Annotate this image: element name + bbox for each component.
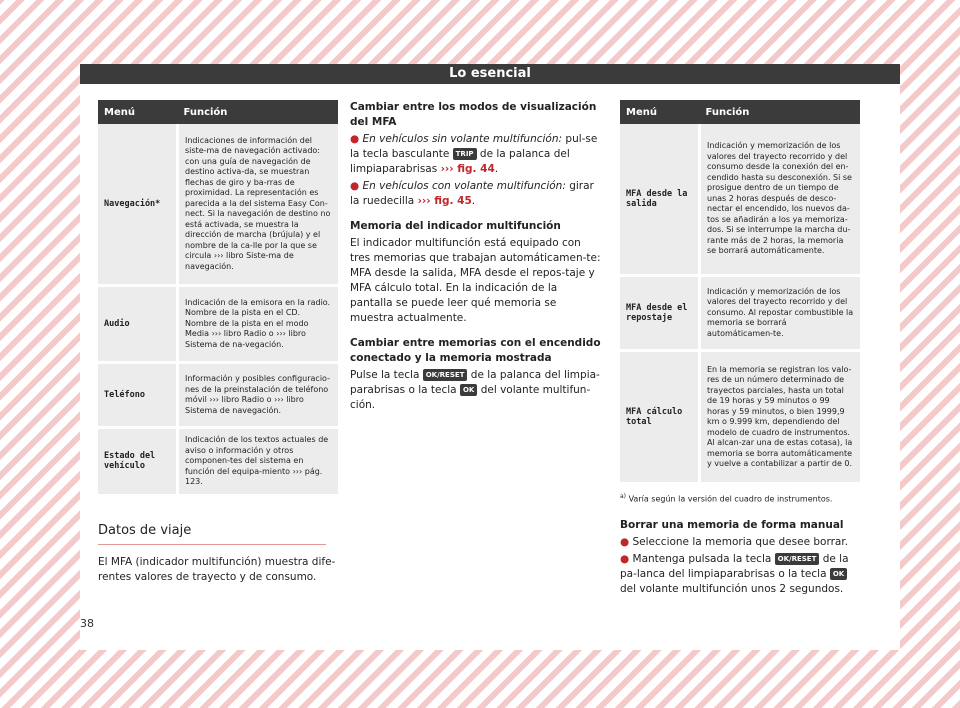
table-row (98, 286, 338, 363)
bullet-select-memory: ● Seleccione la memoria que desee borrar. (620, 535, 849, 548)
ok-reset-key-icon: OK/RESET (423, 369, 468, 381)
bullet-icon: ● (350, 180, 360, 192)
middle-column (350, 100, 602, 413)
function-cell: Información y posibles configuracio-nes de la preinstalación de teléfono móvil ››› libro Radio o ››› libro Sistema de navegación. (178, 363, 339, 428)
table-row (620, 124, 860, 276)
figure-reference-link[interactable]: ››› fig. 45 (417, 195, 472, 207)
section-intro: El MFA (indicador multifunción) muestra dife-rentes valores de trayecto y de consumo. (98, 555, 336, 583)
table-row (98, 124, 338, 286)
bullet-hold-key: ● Mantenga pulsada la tecla OK/RESET de la pa-lanca del limpiaparabrisas o la tecla OK del volante multifunción unos 2 segundos. (620, 552, 849, 595)
page-number: 38 (80, 617, 94, 630)
trip-key-icon: TRIP (453, 148, 477, 160)
subheading-display-modes: Cambiar entre los modos de visualización del MFA (350, 101, 597, 128)
section-title: Datos de viaje (98, 523, 326, 545)
ok-reset-key-icon: OK/RESET (775, 553, 820, 565)
bullet-icon: ● (620, 552, 630, 565)
function-cell: Indicación de la emisora en la radio. Nombre de la pista en el CD. Nombre de la pista en el modo Media ››› libro Radio o ››› libro Sistema de na-vegación. (178, 286, 339, 363)
table-row (620, 351, 860, 484)
right-column (620, 100, 860, 597)
subheading-memory: Memoria del indicador multifunción (350, 220, 561, 232)
table-header-function: Función (700, 100, 861, 124)
function-cell: Indicaciones de información del siste-ma de navegación activado: con una guía de navegación de destino activa-da, se muestran flechas de giro y ba-rras de proximidad. La representación es parecida a la del sistema Easy Con-nect. Si la navegación de destino no está activada, se muestra la dirección de marcha (brújula) y el nombre de la ca-lle por la que se circula ››› libro Siste-ma de navegación. (178, 124, 339, 286)
ok-key-icon: OK (460, 384, 477, 396)
menu-cell: Navegación* (98, 124, 178, 286)
menu-cell: MFA desde la salida (620, 124, 700, 276)
table-header-function: Función (178, 100, 339, 124)
function-cell: Indicación de los textos actuales de aviso o información y otros componen-tes del sistema en función del equipa-miento ››› pág. 123. (178, 428, 339, 496)
function-cell: Indicación y memorización de los valores del trayecto recorrido y del consumo. Al repostar combustible la memoria se borrará automáticamen-te. (700, 276, 861, 351)
menu-cell: Estado del vehículo (98, 428, 178, 496)
menu-cell: MFA cálculo total (620, 351, 700, 484)
table-row (98, 363, 338, 428)
memory-paragraph: El indicador multifunción está equipado con tres memorias que trabajan automáticamen-te: MFA desde la salida, MFA desde el repos-taje y MFA cálculo total. En la indicación de la pantalla se puede leer qué memoria se muestra actualmente. (350, 237, 601, 324)
change-memory-paragraph: Pulse la tecla OK/RESET de la palanca del limpia-parabrisas o la tecla OK del volante multifun-ción. (350, 369, 600, 411)
mfa-memory-table (620, 100, 860, 485)
table-header-menu: Menú (620, 100, 700, 124)
table-row (98, 428, 338, 496)
function-cell: Indicación y memorización de los valores del trayecto recorrido y del consumo desde la conexión del en-cendido hasta su desconexión. Si se prosigue dentro de un tiempo de unas 2 horas después de desco-nectar el encendido, los nuevos da-tos se añadirán a los ya memoriza-dos. Si se interrumpe la marcha du-rante más de 2 horas, la memoria se borrará automáticamente. (700, 124, 861, 276)
menu-function-table (98, 100, 338, 497)
left-column (98, 100, 338, 585)
menu-cell: MFA desde el repostaje (620, 276, 700, 351)
table-row (620, 276, 860, 351)
bullet-multifunction: ● En vehículos con volante multifunción: girar la ruedecilla ››› fig. 45. (350, 180, 594, 207)
bullet-no-multifunction: ● En vehículos sin volante multifunción: pul-se la tecla basculante TRIP de la palanca del limpiaparabrisas ››› fig. 44. (350, 133, 598, 175)
bullet-icon: ● (620, 535, 630, 548)
function-cell: En la memoria se registran los valo-res de un número determinado de trayectos parciales, hasta un total de 19 horas y 59 minutos o 99 horas y 59 minutos, o bien 1999,9 km o 9.999 km, dependiendo del modelo de cuadro de instrumentos. Al alcan-zar una de estas cotasa), la memoria se borra automáticamente y vuelve a contabilizar a partir de 0. (700, 351, 861, 484)
footnote-text: Varía según la versión del cuadro de instrumentos. (628, 494, 833, 504)
subheading-manual-delete: Borrar una memoria de forma manual (620, 518, 844, 531)
bullet-icon: ● (350, 133, 360, 145)
menu-cell: Teléfono (98, 363, 178, 428)
menu-cell: Audio (98, 286, 178, 363)
figure-reference-link[interactable]: ››› fig. 44 (440, 163, 495, 175)
table-header-menu: Menú (98, 100, 178, 124)
ok-key-icon: OK (830, 568, 847, 580)
footnote-mark: a) (620, 493, 627, 500)
page-header: Lo esencial (80, 64, 900, 84)
footnote (620, 493, 860, 504)
manual-page (80, 64, 900, 650)
subheading-change-memory: Cambiar entre memorias con el encendido conectado y la memoria mostrada (350, 337, 601, 364)
